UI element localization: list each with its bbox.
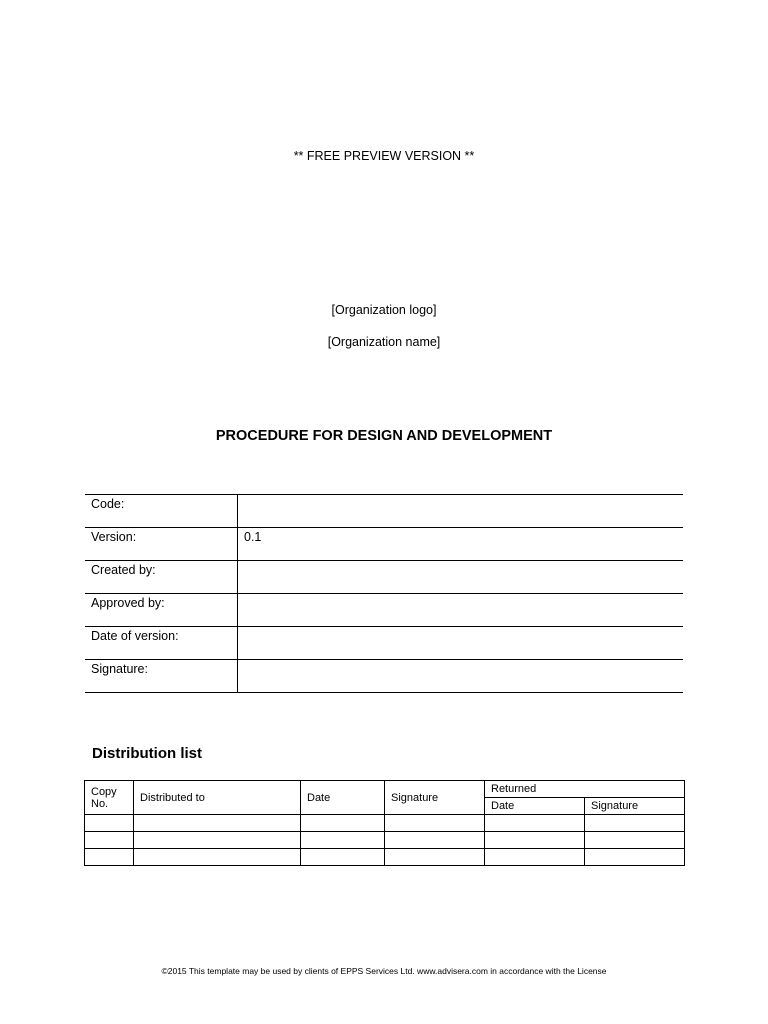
table-row [85, 815, 685, 832]
control-label: Version: [85, 528, 238, 561]
header-distributed-to: Distributed to [134, 781, 301, 815]
control-value [238, 495, 684, 528]
table-cell [301, 849, 385, 866]
header-signature: Signature [385, 781, 485, 815]
organization-logo-placeholder: [Organization logo] [331, 303, 437, 317]
table-cell [301, 815, 385, 832]
table-cell [134, 849, 301, 866]
control-row-date-of-version [85, 627, 683, 660]
control-label: Signature: [85, 660, 238, 693]
control-value: 0.1 [238, 528, 684, 561]
table-cell [385, 849, 485, 866]
table-cell [85, 815, 134, 832]
distribution-table [84, 780, 685, 866]
document-control-table [85, 494, 683, 693]
control-label: Code: [85, 495, 238, 528]
table-cell [485, 832, 585, 849]
control-row-created-by [85, 561, 683, 594]
table-cell [85, 832, 134, 849]
table-cell [585, 832, 685, 849]
header-returned-date: Date [485, 798, 585, 815]
control-row-version [85, 528, 683, 561]
control-label: Date of version: [85, 627, 238, 660]
document-title: PROCEDURE FOR DESIGN AND DEVELOPMENT [215, 428, 553, 444]
table-cell [385, 815, 485, 832]
table-cell [301, 832, 385, 849]
control-value [238, 561, 684, 594]
control-row-approved-by [85, 594, 683, 627]
header-returned-signature: Signature [585, 798, 685, 815]
distribution-header-row [85, 781, 685, 798]
table-row [85, 849, 685, 866]
header-returned: Returned [485, 781, 685, 798]
control-label: Created by: [85, 561, 238, 594]
control-value [238, 660, 684, 693]
copyright-footer: ©2015 This template may be used by clients of EPPS Services Ltd. www.advisera.com in accordance with the License [161, 966, 607, 976]
table-cell [134, 815, 301, 832]
control-value [238, 627, 684, 660]
control-label: Approved by: [85, 594, 238, 627]
header-date: Date [301, 781, 385, 815]
table-cell [485, 849, 585, 866]
table-row [85, 832, 685, 849]
header-copy-no: Copy No. [85, 781, 134, 815]
distribution-list-heading: Distribution list [92, 745, 202, 762]
table-cell [585, 849, 685, 866]
table-cell [485, 815, 585, 832]
preview-banner: ** FREE PREVIEW VERSION ** [293, 149, 475, 163]
organization-name-placeholder: [Organization name] [327, 335, 441, 349]
control-row-code [85, 495, 683, 528]
control-row-signature [85, 660, 683, 693]
table-cell [134, 832, 301, 849]
table-cell [85, 849, 134, 866]
table-cell [385, 832, 485, 849]
control-value [238, 594, 684, 627]
table-cell [585, 815, 685, 832]
